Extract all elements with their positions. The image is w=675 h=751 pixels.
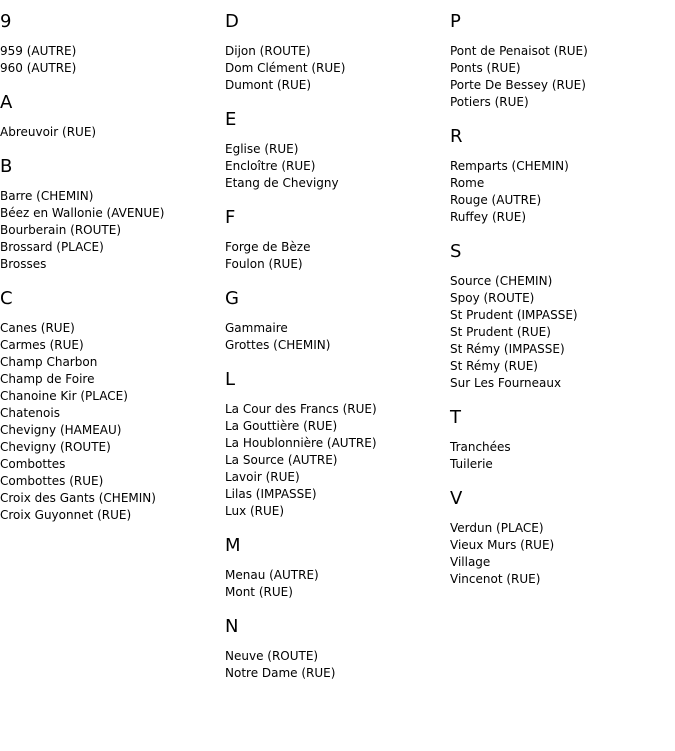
street-list bbox=[0, 320, 225, 524]
street-link[interactable]: Tranchées bbox=[450, 440, 511, 454]
street-link[interactable]: Grottes (CHEMIN) bbox=[225, 338, 331, 352]
street-link[interactable]: St Rémy (RUE) bbox=[450, 359, 538, 373]
street-list bbox=[450, 439, 675, 473]
street-list bbox=[225, 320, 450, 354]
street-link[interactable]: Notre Dame (RUE) bbox=[225, 666, 336, 680]
letter-heading: M bbox=[225, 535, 241, 556]
street-link[interactable]: Barre (CHEMIN) bbox=[0, 189, 94, 203]
street-link[interactable]: Ponts (RUE) bbox=[450, 61, 521, 75]
street-link[interactable]: Chevigny (HAMEAU) bbox=[0, 423, 122, 437]
letter-group-f bbox=[225, 205, 450, 273]
letter-group-e bbox=[225, 107, 450, 192]
street-link[interactable]: La Cour des Francs (RUE) bbox=[225, 402, 377, 416]
street-link[interactable]: Bourberain (ROUTE) bbox=[0, 223, 121, 237]
street-link[interactable]: Croix des Gants (CHEMIN) bbox=[0, 491, 156, 505]
street-link[interactable]: La Houblonnière (AUTRE) bbox=[225, 436, 377, 450]
street-list bbox=[0, 43, 225, 77]
letter-heading: A bbox=[0, 92, 13, 113]
street-link[interactable]: Brosses bbox=[0, 257, 47, 271]
street-link[interactable]: 959 (AUTRE) bbox=[0, 44, 77, 58]
street-link[interactable]: Eglise (RUE) bbox=[225, 142, 299, 156]
street-index-column-3 bbox=[450, 9, 675, 601]
street-link[interactable]: St Prudent (RUE) bbox=[450, 325, 551, 339]
street-link[interactable]: Lux (RUE) bbox=[225, 504, 285, 518]
street-link[interactable]: Champ de Foire bbox=[0, 372, 95, 386]
letter-group-t bbox=[450, 405, 675, 473]
letter-heading: L bbox=[225, 369, 236, 390]
letter-group-9 bbox=[0, 9, 225, 77]
letter-heading: V bbox=[450, 488, 463, 509]
street-link[interactable]: Encloître (RUE) bbox=[225, 159, 316, 173]
street-link[interactable]: Béez en Wallonie (AVENUE) bbox=[0, 206, 165, 220]
street-link[interactable]: Tuilerie bbox=[450, 457, 493, 471]
street-list bbox=[225, 567, 450, 601]
street-link[interactable]: Forge de Bèze bbox=[225, 240, 311, 254]
street-list bbox=[0, 124, 225, 141]
street-link[interactable]: La Source (AUTRE) bbox=[225, 453, 338, 467]
letter-heading: N bbox=[225, 616, 239, 637]
street-link[interactable]: St Rémy (IMPASSE) bbox=[450, 342, 565, 356]
street-link[interactable]: Croix Guyonnet (RUE) bbox=[0, 508, 132, 522]
street-link[interactable]: Dom Clément (RUE) bbox=[225, 61, 346, 75]
street-link[interactable]: Combottes bbox=[0, 457, 66, 471]
street-index-column-2 bbox=[225, 9, 450, 695]
street-link[interactable]: Vincenot (RUE) bbox=[450, 572, 541, 586]
street-link[interactable]: Etang de Chevigny bbox=[225, 176, 339, 190]
street-link[interactable]: Dijon (ROUTE) bbox=[225, 44, 311, 58]
street-link[interactable]: Rouge (AUTRE) bbox=[450, 193, 542, 207]
street-link[interactable]: 960 (AUTRE) bbox=[0, 61, 77, 75]
street-link[interactable]: Chevigny (ROUTE) bbox=[0, 440, 111, 454]
letter-group-l bbox=[225, 367, 450, 520]
letter-heading: P bbox=[450, 11, 461, 32]
street-list bbox=[450, 158, 675, 226]
letter-heading: E bbox=[225, 109, 237, 130]
street-link[interactable]: Canes (RUE) bbox=[0, 321, 75, 335]
letter-group-s bbox=[450, 239, 675, 392]
street-link[interactable]: Lilas (IMPASSE) bbox=[225, 487, 317, 501]
letter-heading: R bbox=[450, 126, 463, 147]
letter-group-r bbox=[450, 124, 675, 226]
street-link[interactable]: Verdun (PLACE) bbox=[450, 521, 544, 535]
street-list bbox=[225, 401, 450, 520]
street-link[interactable]: Gammaire bbox=[225, 321, 288, 335]
letter-heading: D bbox=[225, 11, 239, 32]
street-link[interactable]: Spoy (ROUTE) bbox=[450, 291, 535, 305]
street-link[interactable]: Abreuvoir (RUE) bbox=[0, 125, 97, 139]
street-link[interactable]: Rome bbox=[450, 176, 485, 190]
letter-heading: B bbox=[0, 156, 13, 177]
letter-group-a bbox=[0, 90, 225, 141]
street-index-column-1 bbox=[0, 9, 225, 537]
letter-group-b bbox=[0, 154, 225, 273]
street-list bbox=[225, 43, 450, 94]
letter-group-m bbox=[225, 533, 450, 601]
letter-group-c bbox=[0, 286, 225, 524]
street-link[interactable]: Dumont (RUE) bbox=[225, 78, 312, 92]
street-link[interactable]: Foulon (RUE) bbox=[225, 257, 303, 271]
street-link[interactable]: Chanoine Kir (PLACE) bbox=[0, 389, 128, 403]
letter-heading: 9 bbox=[0, 11, 12, 32]
street-list bbox=[225, 648, 450, 682]
street-link[interactable]: Porte De Bessey (RUE) bbox=[450, 78, 586, 92]
letter-heading: T bbox=[450, 407, 461, 428]
street-link[interactable]: Menau (AUTRE) bbox=[225, 568, 319, 582]
street-link[interactable]: Combottes (RUE) bbox=[0, 474, 104, 488]
street-link[interactable]: Pont de Penaisot (RUE) bbox=[450, 44, 588, 58]
letter-group-d bbox=[225, 9, 450, 94]
street-link[interactable]: Remparts (CHEMIN) bbox=[450, 159, 569, 173]
street-link[interactable]: Potiers (RUE) bbox=[450, 95, 529, 109]
street-link[interactable]: La Gouttière (RUE) bbox=[225, 419, 338, 433]
street-list bbox=[225, 141, 450, 192]
letter-group-p bbox=[450, 9, 675, 111]
street-link[interactable]: Village bbox=[450, 555, 491, 569]
street-list bbox=[0, 188, 225, 273]
letter-group-n bbox=[225, 614, 450, 682]
letter-group-g bbox=[225, 286, 450, 354]
letter-heading: F bbox=[225, 207, 236, 228]
letter-heading: C bbox=[0, 288, 13, 309]
street-list bbox=[450, 520, 675, 588]
street-link[interactable]: Lavoir (RUE) bbox=[225, 470, 300, 484]
letter-heading: S bbox=[450, 241, 462, 262]
street-link[interactable]: Source (CHEMIN) bbox=[450, 274, 553, 288]
street-link[interactable]: Mont (RUE) bbox=[225, 585, 293, 599]
letter-heading: G bbox=[225, 288, 239, 309]
street-list bbox=[450, 273, 675, 392]
street-link[interactable]: Carmes (RUE) bbox=[0, 338, 84, 352]
street-link[interactable]: Vieux Murs (RUE) bbox=[450, 538, 555, 552]
street-link[interactable]: Chatenois bbox=[0, 406, 60, 420]
street-link[interactable]: Ruffey (RUE) bbox=[450, 210, 527, 224]
street-list bbox=[450, 43, 675, 111]
street-list bbox=[225, 239, 450, 273]
letter-group-v bbox=[450, 486, 675, 588]
street-link[interactable]: St Prudent (IMPASSE) bbox=[450, 308, 578, 322]
street-link[interactable]: Brossard (PLACE) bbox=[0, 240, 104, 254]
street-link[interactable]: Champ Charbon bbox=[0, 355, 98, 369]
street-link[interactable]: Sur Les Fourneaux bbox=[450, 376, 562, 390]
street-link[interactable]: Neuve (ROUTE) bbox=[225, 649, 319, 663]
